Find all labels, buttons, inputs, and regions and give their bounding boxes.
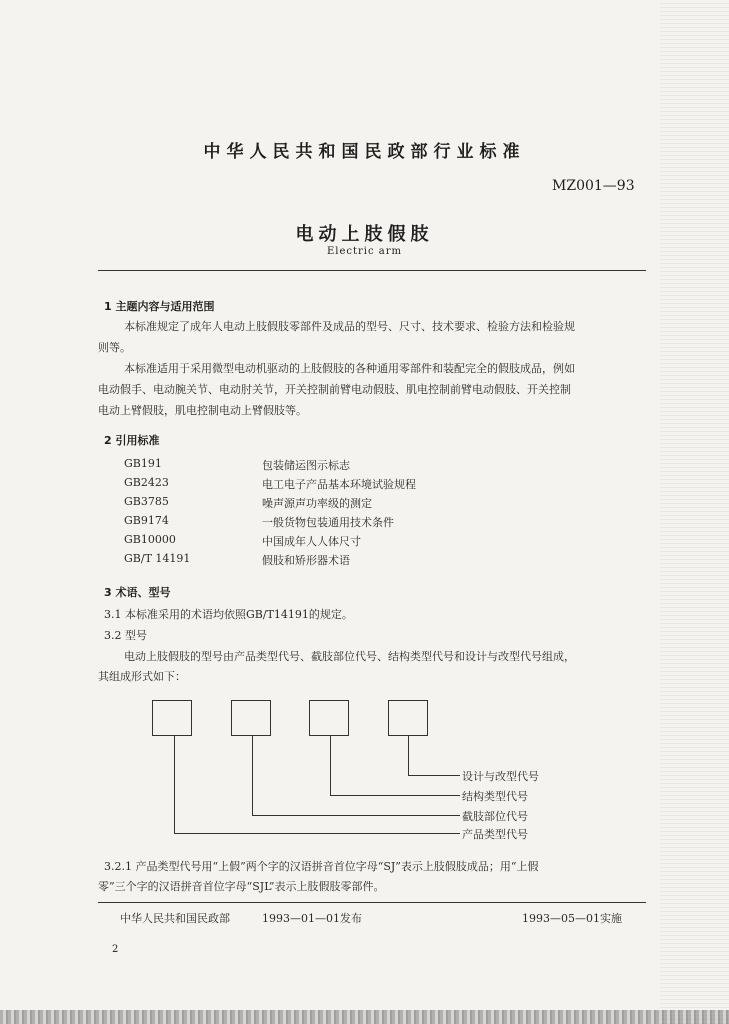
- section-1-line-1: 本标准规定了成年人电动上肢假肢零部件及成品的型号、尺寸、技术要求、检验方法和检验规: [124, 320, 575, 333]
- section-1-line-5: 电动上臂假肢，肌电控制电动上臂假肢等。: [98, 404, 307, 417]
- section-3-2-1-line-1: 3.2.1 产品类型代号用“上假”两个字的汉语拼音首位字母“SJ”表示上肢假肢成品；用“上假: [104, 860, 539, 873]
- footer-issue-date: 1993—01—01发布: [262, 912, 362, 925]
- standard-org-title: 中华人民共和国民政部行业标准: [203, 142, 526, 162]
- standard-code: MZ001—93: [552, 178, 635, 194]
- section-2-heading: 2 引用标准: [104, 434, 160, 447]
- ref-code: GB3785: [124, 495, 169, 508]
- code-box-structure-type: [309, 700, 349, 736]
- section-3-2-heading: 3.2 型号: [104, 629, 147, 642]
- footer-divider: [98, 902, 646, 903]
- page-number: 2: [112, 944, 119, 955]
- ref-title: 一般货物包装通用技术条件: [262, 516, 394, 529]
- code-box-design-revision: [388, 700, 428, 736]
- ref-title: 假肢和矫形器术语: [262, 554, 350, 567]
- connector-design-h: [408, 775, 460, 776]
- label-structure-type: 结构类型代号: [462, 790, 528, 803]
- scan-border: [0, 1010, 729, 1024]
- connector-product: [174, 735, 175, 833]
- header-divider: [98, 270, 646, 271]
- ref-code: GB2423: [124, 476, 169, 489]
- ref-code: GB/T 14191: [124, 552, 191, 565]
- document-title: 电动上肢假肢: [295, 224, 434, 245]
- section-3-heading: 3 术语、型号: [104, 586, 171, 599]
- ref-title: 电工电子产品基本环境试验规程: [262, 478, 416, 491]
- section-1-heading: 1 主题内容与适用范围: [104, 300, 215, 313]
- connector-amputation: [252, 735, 253, 815]
- ref-code: GB10000: [124, 533, 176, 546]
- section-3-2-line-1: 电动上肢假肢的型号由产品类型代号、截肢部位代号、结构类型代号和设计与改型代号组成，: [124, 650, 575, 663]
- connector-structure: [330, 735, 331, 795]
- connector-amputation-h: [252, 815, 460, 816]
- connector-design: [408, 735, 409, 775]
- section-1-line-2: 则等。: [98, 341, 131, 354]
- footer-effective-date: 1993—05—01实施: [522, 912, 622, 925]
- label-design-revision: 设计与改型代号: [462, 770, 539, 783]
- connector-product-h: [174, 833, 460, 834]
- code-box-product-type: [152, 700, 192, 736]
- label-product-type: 产品类型代号: [462, 828, 528, 841]
- ref-title: 包装储运图示标志: [262, 459, 350, 472]
- connector-structure-h: [330, 795, 460, 796]
- ref-title: 噪声源声功率级的测定: [262, 497, 372, 510]
- ref-title: 中国成年人人体尺寸: [262, 535, 361, 548]
- label-amputation-site: 截肢部位代号: [462, 810, 528, 823]
- section-3-2-line-2: 其组成形式如下：: [98, 670, 186, 683]
- footer-issuer: 中华人民共和国民政部: [120, 912, 230, 925]
- ref-code: GB191: [124, 457, 162, 470]
- ref-code: GB9174: [124, 514, 169, 527]
- section-1-line-3: 本标准适用于采用微型电动机驱动的上肢假肢的各种通用零部件和装配完全的假肢成品，例如: [124, 362, 575, 375]
- document-subtitle: Electric arm: [326, 246, 403, 257]
- section-3-2-1-line-2: 零”三个字的汉语拼音首位字母“SJL”表示上肢假肢零部件。: [98, 880, 385, 893]
- section-1-line-4: 电动假手、电动腕关节、电动肘关节，开关控制前臂电动假肢、肌电控制前臂电动假肢、开关控制: [98, 383, 571, 396]
- section-3-1: 3.1 本标准采用的术语均依照GB/T14191的规定。: [104, 608, 353, 621]
- code-box-amputation-site: [231, 700, 271, 736]
